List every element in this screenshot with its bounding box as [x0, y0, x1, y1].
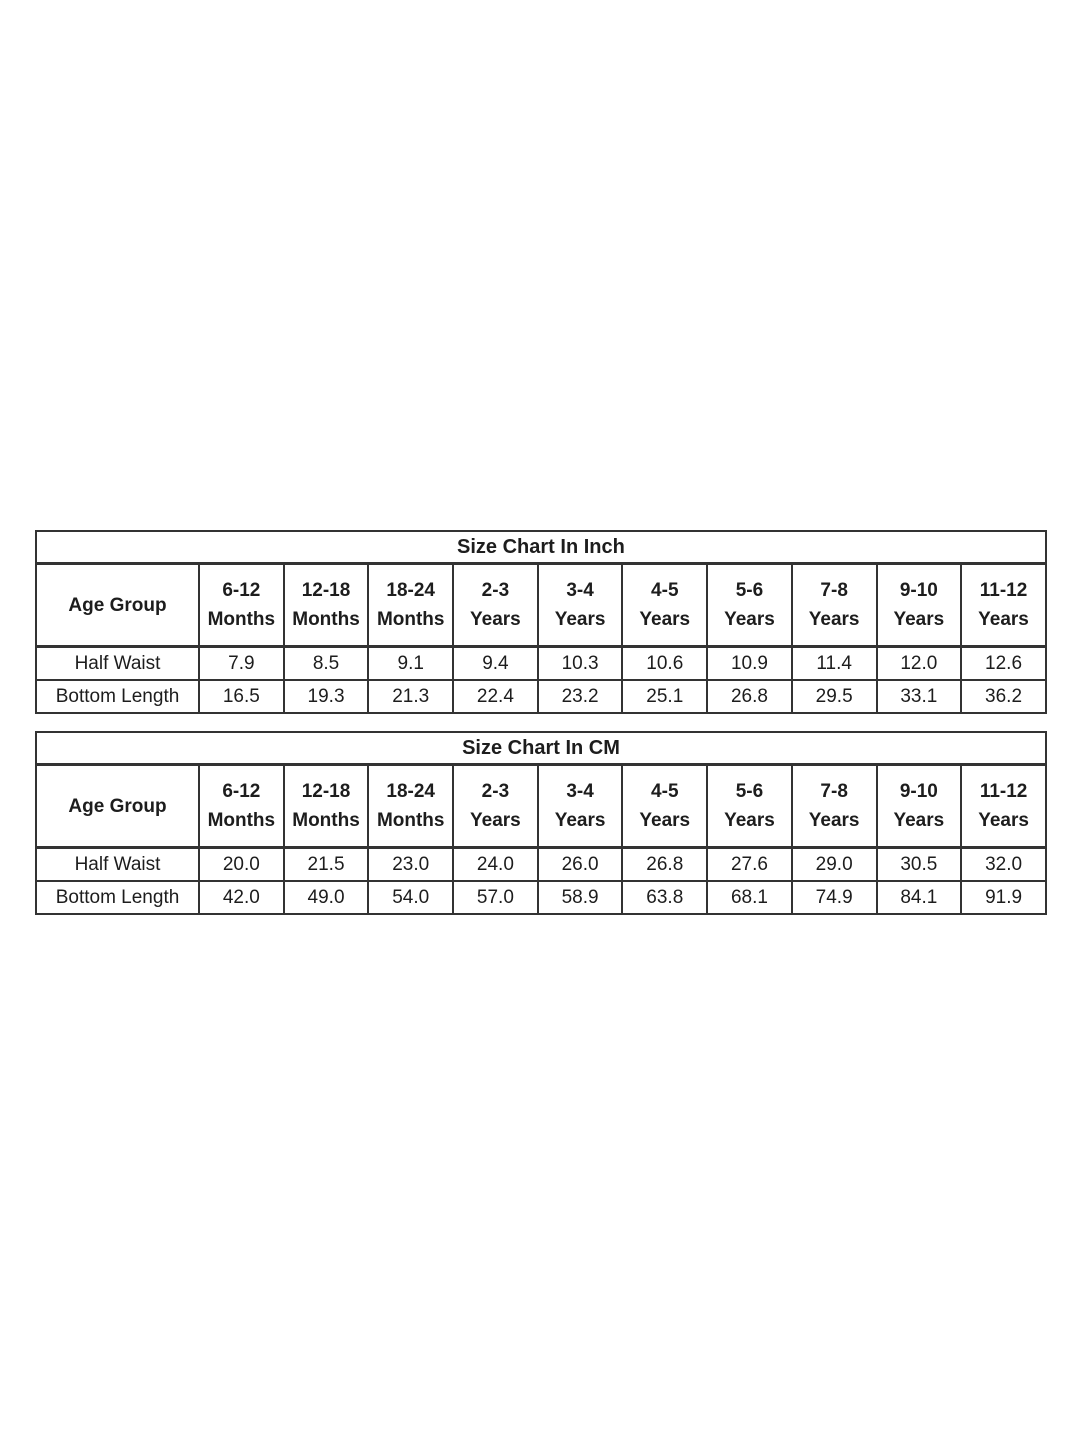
cell: 12.0: [877, 647, 962, 681]
col-header: [284, 564, 369, 647]
cell: 91.9: [961, 881, 1046, 914]
cell: 57.0: [453, 881, 538, 914]
col-header: [707, 564, 792, 647]
col-header: [622, 765, 707, 848]
col-header-unit: Years: [893, 810, 945, 831]
header-row: [36, 765, 1046, 848]
col-header-range: 9-10: [899, 580, 938, 601]
cell: 10.9: [707, 647, 792, 681]
col-header-range: 6-12: [222, 781, 261, 802]
row-label: Bottom Length: [36, 680, 199, 713]
cell: 19.3: [284, 680, 369, 713]
col-header-range: 7-8: [820, 580, 848, 601]
cell: 8.5: [284, 647, 369, 681]
cell: 49.0: [284, 881, 369, 914]
cell: 26.8: [707, 680, 792, 713]
col-header-range: 4-5: [651, 781, 679, 802]
col-header: [792, 765, 877, 848]
cell: 29.5: [792, 680, 877, 713]
table-title: Size Chart In Inch: [36, 531, 1046, 564]
col-header: [877, 765, 962, 848]
col-header-unit: Years: [808, 810, 860, 831]
col-header-range: 4-5: [651, 580, 679, 601]
cell: 9.4: [453, 647, 538, 681]
cell: 68.1: [707, 881, 792, 914]
col-header: [284, 765, 369, 848]
cell: 20.0: [199, 848, 284, 882]
col-header: [961, 564, 1046, 647]
cell: 16.5: [199, 680, 284, 713]
col-header-range: 12-18: [301, 781, 351, 802]
cell: 22.4: [453, 680, 538, 713]
cell: 9.1: [368, 647, 453, 681]
col-header-range: 3-4: [566, 781, 594, 802]
table-row: [36, 848, 1046, 882]
col-header: [538, 765, 623, 848]
table-title: Size Chart In CM: [36, 732, 1046, 765]
col-header-unit: Years: [724, 810, 775, 831]
cell: 11.4: [792, 647, 877, 681]
size-chart-cm-table: [35, 731, 1047, 915]
cell: 23.2: [538, 680, 623, 713]
col-header-unit: Years: [470, 609, 521, 630]
col-header: [961, 765, 1046, 848]
col-header: [877, 564, 962, 647]
table-row: [36, 647, 1046, 681]
col-header: [368, 564, 453, 647]
col-header-unit: Years: [554, 810, 606, 831]
col-header-range: 18-24: [386, 781, 436, 802]
col-header-unit: Years: [554, 609, 606, 630]
table-title-row: [36, 531, 1046, 564]
cell: 10.3: [538, 647, 623, 681]
cell: 21.3: [368, 680, 453, 713]
cell: 26.0: [538, 848, 623, 882]
cell: 25.1: [622, 680, 707, 713]
col-header-range: 2-3: [481, 580, 510, 601]
col-header-unit: Months: [207, 609, 276, 630]
col-header: [199, 564, 284, 647]
col-header-unit: Years: [724, 609, 775, 630]
age-group-header: Age Group: [36, 765, 199, 848]
col-header: [707, 765, 792, 848]
col-header-range: 6-12: [222, 580, 261, 601]
col-header: [199, 765, 284, 848]
cell: 27.6: [707, 848, 792, 882]
col-header: [453, 564, 538, 647]
col-header-range: 5-6: [735, 781, 764, 802]
cell: 24.0: [453, 848, 538, 882]
col-header: [538, 564, 623, 647]
col-header-range: 11-12: [979, 781, 1028, 802]
table-row: [36, 680, 1046, 713]
cell: 29.0: [792, 848, 877, 882]
cell: 32.0: [961, 848, 1046, 882]
cell: 21.5: [284, 848, 369, 882]
age-group-header: Age Group: [36, 564, 199, 647]
cell: 63.8: [622, 881, 707, 914]
col-header-range: 3-4: [566, 580, 594, 601]
cell: 7.9: [199, 647, 284, 681]
size-chart-inch-table: [35, 530, 1047, 714]
col-header: [792, 564, 877, 647]
cell: 36.2: [961, 680, 1046, 713]
col-header-range: 9-10: [899, 781, 938, 802]
cell: 23.0: [368, 848, 453, 882]
cell: 54.0: [368, 881, 453, 914]
row-label: Half Waist: [36, 647, 199, 681]
col-header-range: 2-3: [481, 781, 510, 802]
table-row: [36, 881, 1046, 914]
col-header-unit: Months: [376, 810, 445, 831]
col-header-unit: Years: [470, 810, 521, 831]
col-header: [453, 765, 538, 848]
cell: 58.9: [538, 881, 623, 914]
col-header-range: 18-24: [386, 580, 436, 601]
cell: 26.8: [622, 848, 707, 882]
cell: 12.6: [961, 647, 1046, 681]
col-header-range: 7-8: [820, 781, 848, 802]
cell: 30.5: [877, 848, 962, 882]
cell: 42.0: [199, 881, 284, 914]
col-header-unit: Months: [376, 609, 445, 630]
col-header: [622, 564, 707, 647]
col-header-unit: Months: [207, 810, 276, 831]
col-header-unit: Years: [978, 609, 1029, 630]
col-header-unit: Months: [292, 810, 360, 831]
col-header-range: 11-12: [979, 580, 1028, 601]
col-header-range: 5-6: [735, 580, 764, 601]
cell: 74.9: [792, 881, 877, 914]
header-row: [36, 564, 1046, 647]
row-label: Half Waist: [36, 848, 199, 882]
cell: 33.1: [877, 680, 962, 713]
col-header-unit: Years: [639, 810, 691, 831]
col-header: [368, 765, 453, 848]
col-header-unit: Years: [808, 609, 860, 630]
table-title-row: [36, 732, 1046, 765]
col-header-unit: Months: [292, 609, 360, 630]
col-header-unit: Years: [978, 810, 1029, 831]
col-header-unit: Years: [639, 609, 691, 630]
row-label: Bottom Length: [36, 881, 199, 914]
col-header-unit: Years: [893, 609, 945, 630]
col-header-range: 12-18: [301, 580, 351, 601]
cell: 10.6: [622, 647, 707, 681]
cell: 84.1: [877, 881, 962, 914]
